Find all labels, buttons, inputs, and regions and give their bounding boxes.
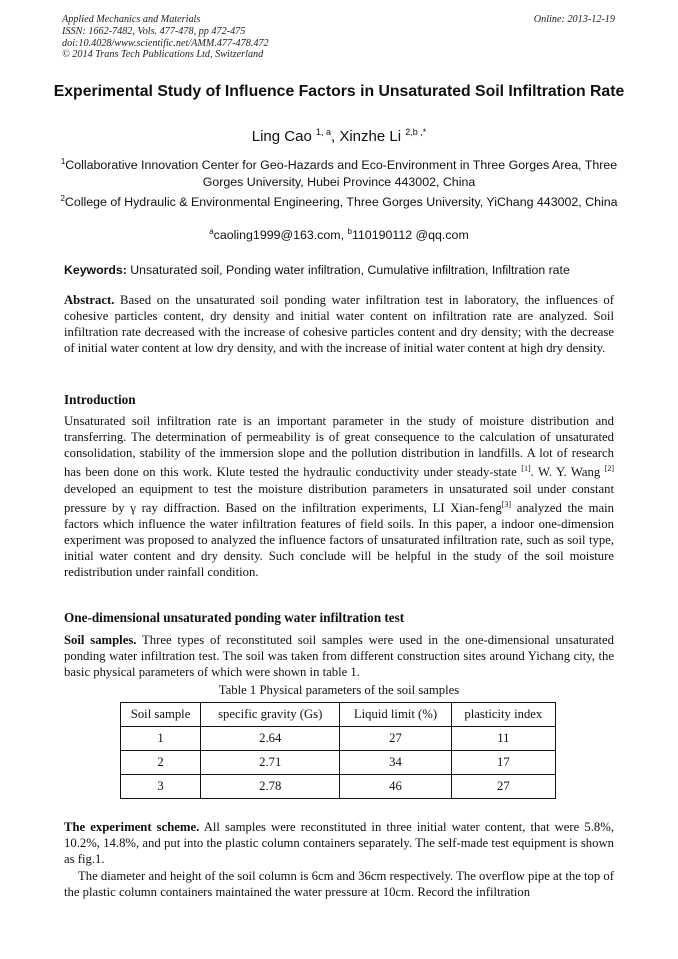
table-cell: 27	[451, 775, 555, 799]
journal-header	[62, 14, 269, 61]
table-row	[121, 727, 556, 751]
author-1: Ling Cao	[251, 128, 312, 145]
keywords-label: Keywords:	[64, 263, 127, 277]
email-line	[0, 227, 678, 242]
email-a: caoling1999@163.com,	[213, 228, 348, 243]
table-cell: 27	[340, 727, 451, 751]
affiliation-1-mark: 1	[60, 157, 66, 166]
table-row	[121, 751, 556, 775]
author-2-marks: 2,b ,*	[405, 127, 427, 137]
author-2: Xinzhe Li	[339, 128, 402, 145]
table-cell: 2.71	[201, 751, 340, 775]
ref-3: [3]	[501, 499, 512, 509]
affiliation-1-text: Collaborative Innovation Center for Geo-Hazards and Eco-Environment in Three Gorges Area, Three Gorges University, Hubei Province 443002, China	[65, 158, 618, 189]
intro-text-4: analyzed the main factors which influence the water infiltration features of field soils. In this paper, a indoor one-dimension experiment was proposed to analyzed the influence factors of unsaturated infiltration rate, such as soil type, initial water content and dry density. Such conclude will be helpful in the study of the soil moisture redistribution under rainfall condition.	[64, 500, 614, 580]
soil-samples-label: Soil samples.	[64, 633, 137, 647]
introduction-paragraph	[64, 413, 614, 580]
issn-line: ISSN: 1662-7482, Vols. 477-478, pp 472-475	[62, 25, 246, 37]
table-header-row	[121, 703, 556, 727]
table-cell: 11	[451, 727, 555, 751]
table-header-cell: Liquid limit (%)	[340, 703, 451, 727]
experiment-scheme-paragraph	[64, 819, 614, 867]
table-caption: Table 1 Physical parameters of the soil samples	[218, 683, 460, 697]
table-header-cell: plasticity index	[451, 703, 555, 727]
intro-text-1: Unsaturated soil infiltration rate is an important parameter in the study of moisture distribution and transferring. The determination of permeability is of great consequence to the calculation of unsaturated consolidation, stability of the immersion slope and the pollution distribution in landfills. A lot of research has been done on this work. Klute tested the hydraulic conductivity under steady-state	[64, 414, 614, 480]
author-separator: ,	[330, 128, 340, 145]
physical-parameters-table	[120, 702, 556, 799]
intro-text-2: . W. Y. Wang	[530, 465, 605, 480]
author-line	[0, 127, 678, 145]
table-header-cell: specific gravity (Gs)	[201, 703, 340, 727]
doi-line: doi:10.4028/www.scientific.net/AMM.477-478.472	[62, 37, 269, 49]
table-header-cell: Soil sample	[121, 703, 201, 727]
table-cell: 17	[451, 751, 555, 775]
paper-title: Experimental Study of Influence Factors in Unsaturated Soil Infiltration Rate	[53, 83, 625, 100]
column-description-paragraph: The diameter and height of the soil column is 6cm and 36cm respectively. The overflow pipe at the top of the plastic column containers maintained the water pressure at 10cm. Record the infiltration	[64, 869, 614, 900]
introduction-heading: Introduction	[64, 392, 136, 407]
table-cell: 34	[340, 751, 451, 775]
abstract-label: Abstract.	[64, 293, 115, 307]
soil-samples-paragraph	[64, 632, 614, 680]
author-1-marks: 1, a	[315, 127, 331, 137]
table-cell: 1	[121, 727, 201, 751]
keywords	[64, 262, 616, 278]
table-cell: 2	[121, 751, 201, 775]
experiment-scheme-text: All samples were reconstituted in three initial water content, that were 5.8%, 10.2%, 14.8%, and put into the plastic column containers separately. The self-made test equipment is shown as fig.1.	[64, 820, 614, 867]
intro-text-3: developed an equipment to test the moisture distribution parameters in unsaturated soil under constant pressure by γ ray diffraction. Based on the infiltration experiments, LI Xian-feng	[64, 481, 614, 515]
copyright-line: © 2014 Trans Tech Publications Ltd, Switzerland	[62, 49, 264, 61]
email-b-mark: b	[347, 227, 352, 236]
keywords-text: Unsaturated soil, Ponding water infiltration, Cumulative infiltration, Infiltration rate	[126, 263, 570, 277]
email-a-mark: a	[209, 227, 214, 236]
affiliation-2	[60, 191, 618, 211]
affiliation-1	[60, 154, 618, 190]
ref-2: [2]	[604, 464, 615, 474]
abstract	[64, 292, 614, 356]
table-cell: 3	[121, 775, 201, 799]
abstract-text: Based on the unsaturated soil ponding water infiltration test in laboratory, the influences of cohesive particles content, dry density and initial water content on infiltration rate are analyzed. Soil infiltration rate decreased with the increase of cohesive particles content and dry density; with the decrease of initial water content at low dry density, and with the increase of initial water content at high dry density.	[64, 293, 614, 356]
soil-samples-text: Three types of reconstituted soil samples were used in the one-dimensional unsaturated ponding water infiltration test. The soil was taken from different construction sites around Yichang city, the basic physical parameters of which were shown in table 1.	[64, 633, 615, 680]
experiment-scheme-label: The experiment scheme.	[64, 820, 200, 834]
section-2-heading: One-dimensional unsaturated ponding water infiltration test	[64, 610, 405, 625]
ref-1: [1]	[521, 464, 531, 474]
table-cell: 2.64	[201, 727, 340, 751]
table-cell: 2.78	[201, 775, 340, 799]
table-row	[121, 775, 556, 799]
affiliation-2-text: College of Hydraulic & Environmental Engineering, Three Gorges University, YiChang 443002, China	[64, 195, 618, 210]
online-date: Online: 2013-12-19	[533, 14, 615, 25]
affiliation-2-mark: 2	[60, 194, 65, 203]
email-b: 110190112 @qq.com	[351, 228, 469, 243]
journal-name: Applied Mechanics and Materials	[62, 14, 201, 25]
table-cell: 46	[340, 775, 451, 799]
